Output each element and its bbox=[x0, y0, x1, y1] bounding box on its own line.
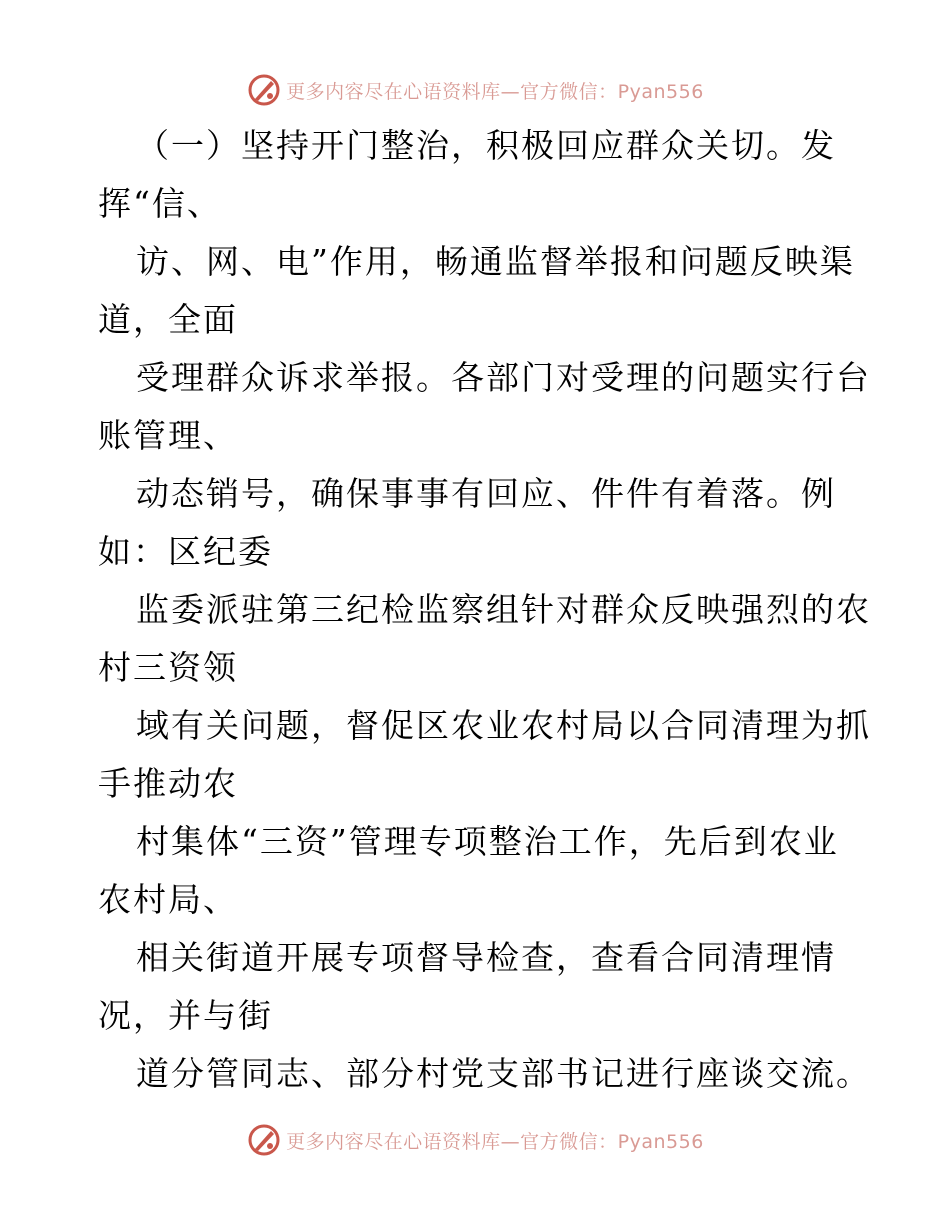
brush-logo-icon bbox=[246, 72, 282, 108]
text-line: 村集体“三资”管理专项整治工作，先后到农业 bbox=[136, 822, 839, 861]
text-line: 域有关问题，督促区农业农村局以合同清理为抓 bbox=[136, 706, 871, 745]
text-line: 监委派驻第三纪检监察组针对群众反映强烈的农 bbox=[136, 590, 871, 629]
text-line: 动态销号，确保事事有回应、件件有着落。例 bbox=[136, 474, 836, 513]
watermark-text: 更多内容尽在心语资料库—官方微信：Pyan556 bbox=[286, 1130, 704, 1153]
text-line: 挥“信、 bbox=[98, 184, 222, 223]
watermark-text: 更多内容尽在心语资料库—官方微信：Pyan556 bbox=[286, 80, 704, 103]
text-line: （一）坚持开门整治，积极回应群众关切。发 bbox=[136, 126, 836, 165]
text-line: 相关街道开展专项督导检查，查看合同清理情 bbox=[136, 938, 836, 977]
text-line: 访、网、电”作用，畅通监督举报和问题反映渠 bbox=[136, 242, 855, 281]
body-text bbox=[98, 117, 871, 1103]
text-line: 道，全面 bbox=[98, 300, 238, 339]
text-line: 如：区纪委 bbox=[98, 532, 273, 571]
footer-watermark bbox=[0, 1120, 950, 1160]
text-line: 账管理、 bbox=[98, 416, 238, 455]
text-line: 农村局、 bbox=[98, 880, 238, 919]
text-line: 道分管同志、部分村党支部书记进行座谈交流。 bbox=[136, 1054, 871, 1093]
text-line: 受理群众诉求举报。各部门对受理的问题实行台 bbox=[136, 358, 871, 397]
text-line: 村三资领 bbox=[98, 648, 238, 687]
header-watermark bbox=[0, 70, 950, 110]
text-line: 手推动农 bbox=[98, 764, 238, 803]
text-line: 况，并与街 bbox=[98, 996, 273, 1035]
brush-logo-icon bbox=[246, 1122, 282, 1158]
